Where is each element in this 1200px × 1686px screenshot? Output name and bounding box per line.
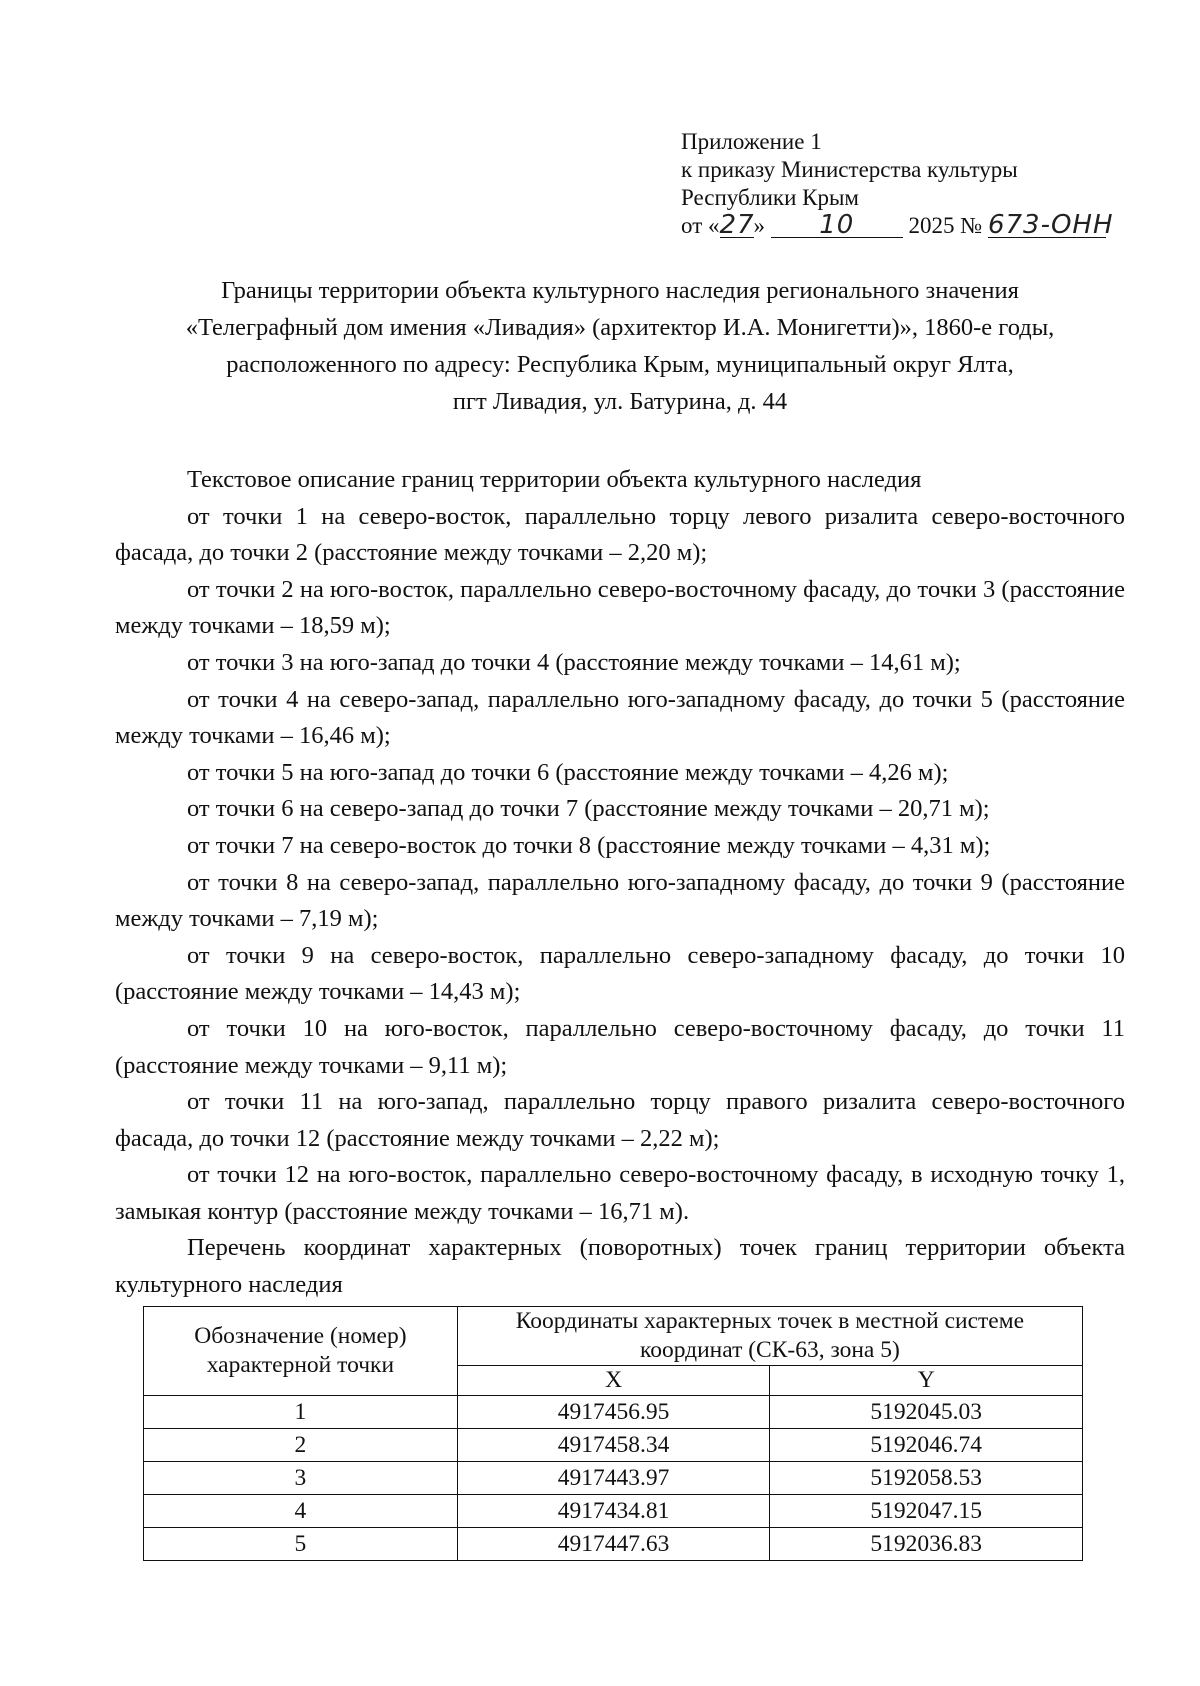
point-number: 4 (144, 1495, 458, 1528)
title-line: «Телеграфный дом имения «Ливадия» (архитектор И.А. Монигетти)», 1860-е годы, (185, 314, 1055, 341)
date-day: 27 (719, 210, 755, 240)
boundary-segment: от точки 6 на северо-запад до точки 7 (расстояние между точками – 20,71 м); (187, 795, 990, 823)
boundary-segment: от точки 1 на северо-восток, параллельно торцу левого ризалита северо-восточного фасада, до точки 2 (расстояние между точками – 2,20 м); (115, 502, 1125, 567)
boundary-segment: от точки 7 на северо-восток до точки 8 (расстояние между точками – 4,31 м); (187, 831, 991, 859)
boundary-segment: от точки 2 на юго-восток, параллельно северо-восточному фасаду, до точки 3 (расстояние между точками – 18,59 м); (115, 575, 1125, 640)
point-number: 2 (144, 1429, 458, 1462)
boundary-segment: от точки 11 на юго-запад, параллельно торцу правого ризалита северо-восточного фасада, до точки 12 (расстояние между точками – 2,22 м); (115, 1088, 1125, 1152)
title-line: пгт Ливадия, ул. Батурина, д. 44 (452, 388, 788, 415)
x-value: 4917443.97 (457, 1462, 770, 1495)
boundary-description (115, 462, 1125, 1304)
table-row (144, 1396, 1083, 1429)
table-row (144, 1528, 1083, 1561)
x-value: 4917458.34 (457, 1429, 770, 1462)
boundary-segment: от точки 10 на юго-восток, параллельно северо-восточному фасаду, до точки 11 (расстояние между точками – 9,11 м); (115, 1014, 1125, 1079)
appendix-line: Республики Крым (681, 185, 859, 210)
x-value: 4917456.95 (457, 1396, 770, 1429)
x-header: X (457, 1366, 770, 1396)
point-number-header: Обозначение (номер) характерной точки (144, 1307, 458, 1396)
table-row (144, 1495, 1083, 1528)
y-value: 5192036.83 (770, 1528, 1083, 1561)
y-value: 5192047.15 (770, 1495, 1083, 1528)
y-value: 5192045.03 (770, 1396, 1083, 1429)
boundary-segment: от точки 3 на юго-запад до точки 4 (расстояние между точками – 14,61 м); (187, 648, 961, 676)
date-day-suffix: » (753, 213, 765, 238)
boundary-segment: от точки 9 на северо-восток, параллельно северо-западному фасаду, до точки 10 (расстояние между точками – 14,43 м); (115, 941, 1125, 1006)
point-number: 1 (144, 1396, 458, 1429)
boundary-segment: от точки 12 на юго-восток, параллельно северо-восточному фасаду, в исходную точку 1, замыкая контур (расстояние между точками – 16,71 м). (115, 1161, 1125, 1225)
appendix-line: Приложение 1 (681, 129, 822, 154)
point-number: 5 (144, 1528, 458, 1561)
boundary-segment: от точки 5 на юго-запад до точки 6 (расстояние между точками – 4,26 м); (187, 758, 949, 786)
order-number: 673-ОНН (987, 210, 1114, 240)
appendix-date-line (681, 210, 1114, 240)
table-row (144, 1462, 1083, 1495)
table-row (144, 1429, 1083, 1462)
appendix-header (681, 128, 1114, 240)
boundary-segment: от точки 8 на северо-запад, параллельно юго-западному фасаду, до точки 9 (расстояние между точками – 7,19 м); (115, 868, 1125, 933)
title-line: Границы территории объекта культурного наследия регионального значения (221, 277, 1019, 304)
y-header: Y (770, 1366, 1083, 1396)
date-year: 2025 № (908, 213, 983, 238)
coordinates-header: Координаты характерных точек в местной системе координат (СК-63, зона 5) (457, 1307, 1082, 1366)
boundary-segment: от точки 4 на северо-запад, параллельно юго-западному фасаду, до точки 5 (расстояние между точками – 16,46 м); (115, 685, 1125, 750)
description-heading: Текстовое описание границ территории объекта культурного наследия (187, 466, 922, 493)
x-value: 4917447.63 (457, 1528, 770, 1561)
date-prefix: от « (681, 213, 720, 238)
appendix-line: к приказу Министерства культуры (681, 157, 1018, 182)
x-value: 4917434.81 (457, 1495, 770, 1528)
coordinates-table (143, 1306, 1083, 1561)
date-month: 10 (771, 213, 903, 238)
point-number: 3 (144, 1462, 458, 1495)
title-line: расположенного по адресу: Республика Крым, муниципальный округ Ялта, (226, 351, 1014, 378)
document-title (115, 272, 1125, 420)
y-value: 5192046.74 (770, 1429, 1083, 1462)
y-value: 5192058.53 (770, 1462, 1083, 1495)
coordinates-list-heading: Перечень координат характерных (поворотных) точек границ территории объекта культурного наследия (115, 1234, 1125, 1299)
